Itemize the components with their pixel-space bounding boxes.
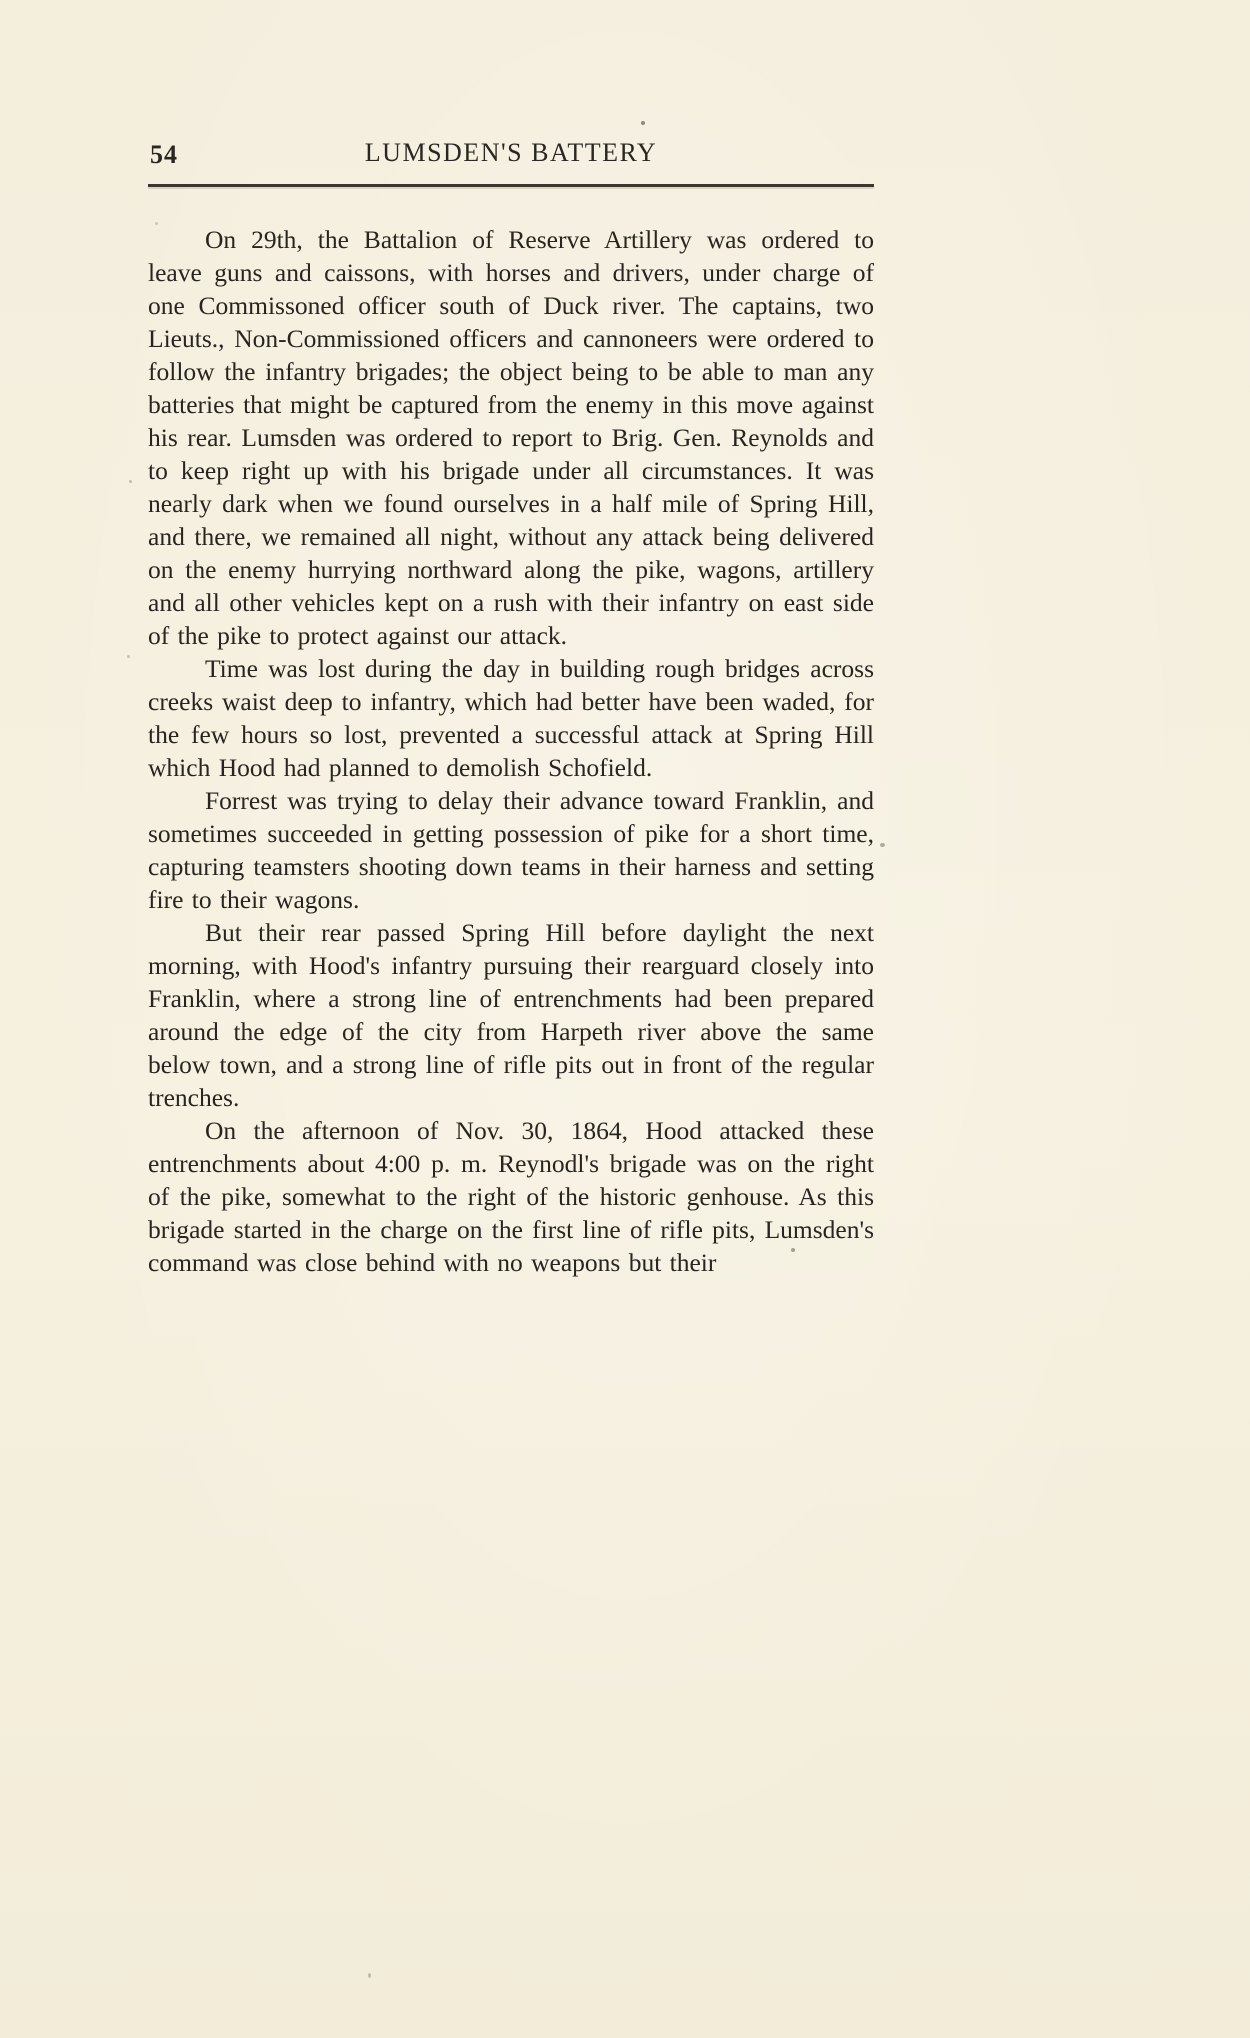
page-header <box>148 138 874 174</box>
header-rule <box>148 184 874 187</box>
paragraph-1: On 29th, the Battalion of Reserve Artillery was ordered to leave guns and caissons, with horses and drivers, under charge of one Commissoned officer south of Duck river. The captains, two Lieuts., Non-Commissioned officers and cannoneers were ordered to follow the infantry brigades; the object being to be able to man any batteries that might be captured from the enemy in this move against his rear. Lumsden was ordered to report to Brig. Gen. Reynolds and to keep right up with his brigade under all circumstances. It was nearly dark when we found ourselves in a half mile of Spring Hill, and there, we remained all night, without any attack being delivered on the enemy hurrying northward along the pike, wagons, artillery and all other vehicles kept on a rush with their infantry on east side of the pike to protect against our attack. <box>148 225 874 650</box>
paragraph-2: Time was lost during the day in building rough bridges across creeks waist deep to infantry, which had better have been waded, for the few hours so lost, prevented a successful attack at Spring Hill which Hood had planned to demolish Schofield. <box>148 654 874 782</box>
scan-speck <box>129 480 132 483</box>
page-title: LUMSDEN'S BATTERY <box>364 138 658 167</box>
paragraph-4: But their rear passed Spring Hill before daylight the next morning, with Hood's infantry pursuing their rearguard closely into Franklin, where a strong line of entrenchments had been prepared around the edge of the city from Harpeth river above the same below town, and a strong line of rifle pits out in front of the regular trenches. <box>148 918 874 1112</box>
page-body <box>148 223 874 1279</box>
scan-speck <box>880 843 885 847</box>
scan-speck <box>368 1973 371 1978</box>
paragraph-5: On the afternoon of Nov. 30, 1864, Hood attacked these entrenchments about 4:00 p. m. Reynodl's brigade was on the right of the pike, somewhat to the right of the historic genhouse. As this brigade started in the charge on the first line of rifle pits, Lumsden's command was close behind with no weapons but their <box>148 1116 874 1277</box>
scan-speck <box>641 121 645 125</box>
page-number: 54 <box>150 140 178 169</box>
paragraph-3: Forrest was trying to delay their advance toward Franklin, and sometimes succeeded in getting possession of pike for a short time, capturing teamsters shooting down teams in their harness and setting fire to their wagons. <box>148 786 874 914</box>
scan-speck <box>127 655 130 658</box>
text-column <box>148 138 874 1279</box>
